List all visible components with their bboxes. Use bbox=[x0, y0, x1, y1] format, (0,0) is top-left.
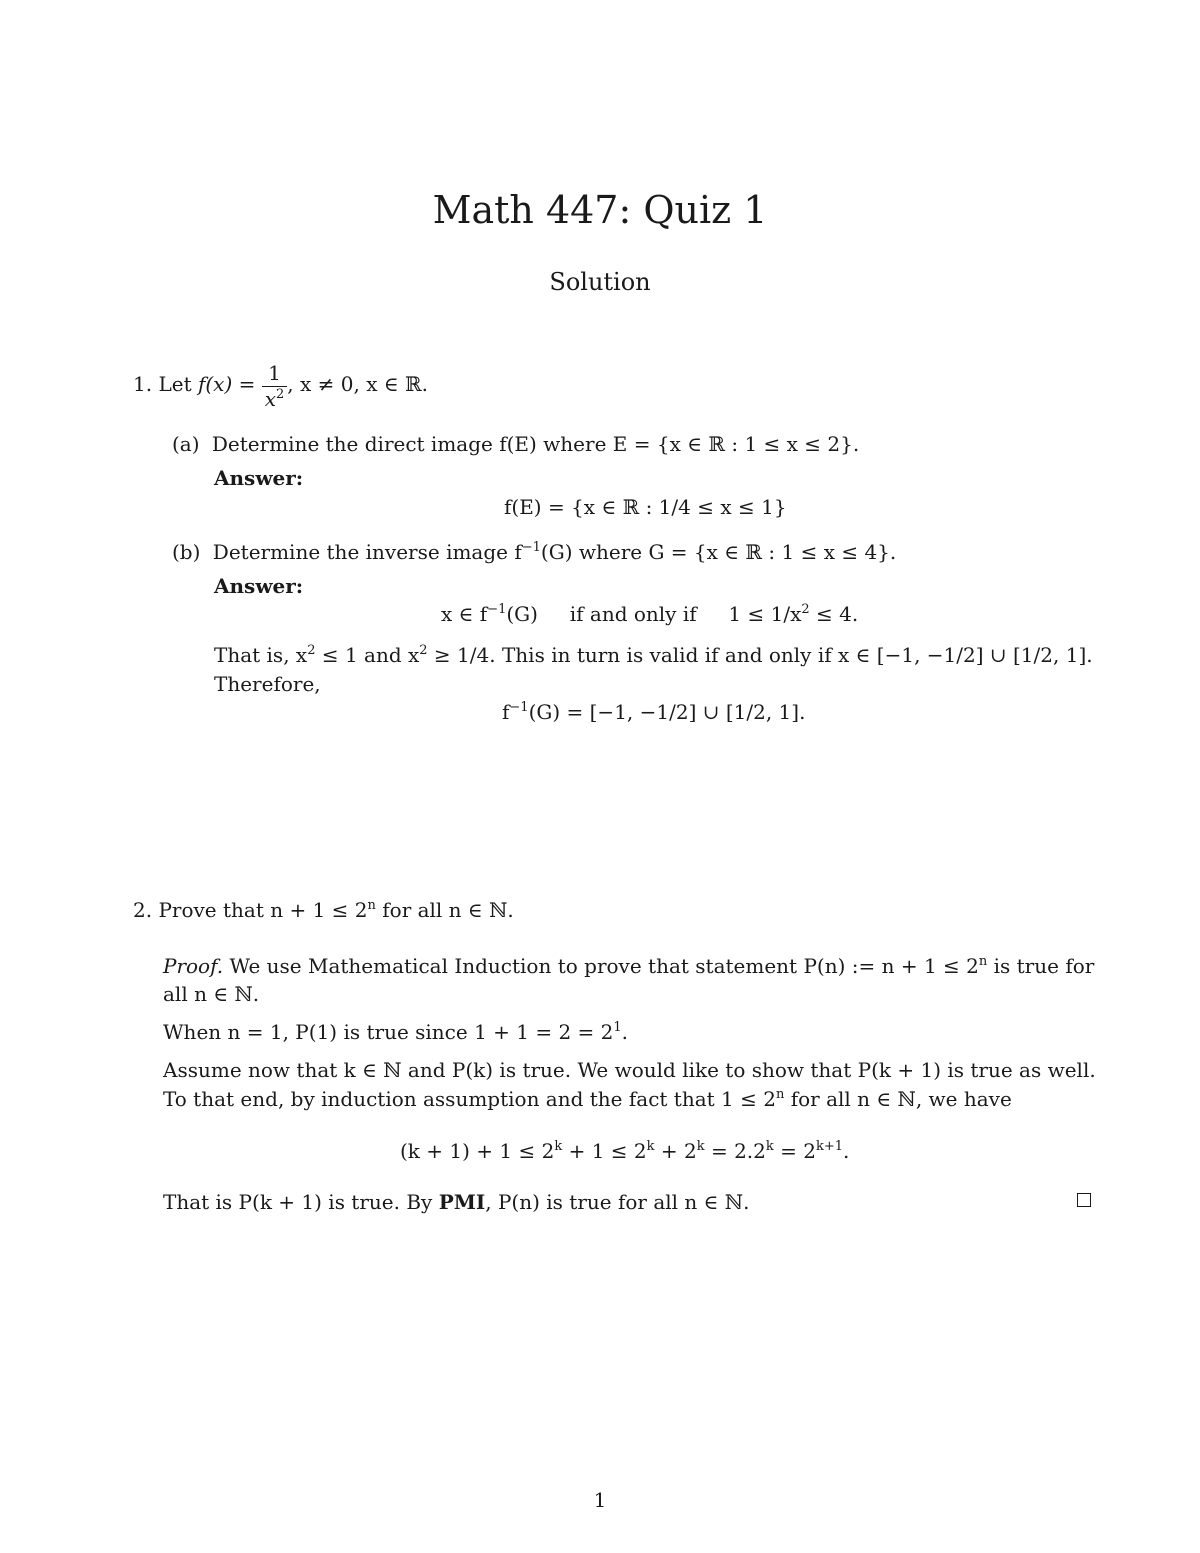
fraction bbox=[262, 360, 288, 411]
part-b-label: (b) bbox=[172, 540, 201, 564]
proof-inductive-step-2: To that end, by induction assumption and the fact that $1 \le 2^n$ for all n ∈ ℕ, we have bbox=[163, 1087, 1012, 1111]
part-b-therefore: Therefore, bbox=[214, 672, 321, 696]
function-lhs: f(x) = bbox=[197, 372, 256, 396]
proof-conclusion: That is P(k + 1) is true. By PMI, P(n) is true for all n ∈ ℕ. bbox=[163, 1190, 750, 1214]
problem-1-statement bbox=[133, 360, 428, 411]
proof-base-case: When n = 1, P(1) is true since $1 + 1 = 2 = 2^1$. bbox=[163, 1020, 629, 1044]
fraction-numerator: 1 bbox=[262, 360, 288, 387]
proof-line-1: Proof. We use Mathematical Induction to prove that statement P(n) := $n + 1 \le 2^n$ is true for bbox=[163, 954, 1095, 978]
problem-number: 1. bbox=[133, 372, 153, 396]
part-a-answer-label: Answer: bbox=[214, 466, 304, 490]
proof-label: Proof. bbox=[163, 954, 224, 978]
statement-rest: , x ≠ 0, x ∈ ℝ. bbox=[287, 372, 428, 396]
problem-number: 2. bbox=[133, 898, 153, 922]
qed-symbol bbox=[1077, 1193, 1091, 1207]
part-a-question bbox=[172, 432, 859, 456]
part-a-answer-equation: f(E) = {x ∈ ℝ : 1/4 ≤ x ≤ 1} bbox=[504, 495, 787, 519]
part-a-label: (a) bbox=[172, 432, 200, 456]
fraction-denominator: $x^2$ bbox=[264, 387, 285, 411]
proof-inductive-step-1: Assume now that k ∈ ℕ and P(k) is true. We would like to show that P(k + 1) is true as well. bbox=[163, 1058, 1096, 1082]
page-number: 1 bbox=[593, 1488, 607, 1512]
page-subtitle: Solution bbox=[549, 268, 651, 296]
proof-line-2: all n ∈ ℕ. bbox=[163, 982, 260, 1006]
part-b-that-is: That is, $x^2 \le 1$ and $x^2 \ge 1/4$. This in turn is valid if and only if x ∈ [−1, −1/2] ∪ [1/2, 1]. bbox=[214, 643, 1093, 667]
part-b-question: (b) Determine the inverse image $f^{-1}(G)$ where G = {x ∈ ℝ : 1 ≤ x ≤ 4}. bbox=[172, 540, 897, 564]
problem-2-statement: 2. Prove that $n + 1 \le 2^n$ for all n ∈ ℕ. bbox=[133, 898, 514, 922]
statement-let: Let bbox=[158, 372, 192, 396]
part-b-answer-label: Answer: bbox=[214, 574, 304, 598]
part-b-equation-1: x ∈ $f^{-1}(G)$ if and only if $1 \le 1/x^2 \le 4$. bbox=[441, 602, 859, 626]
part-b-equation-2: $f^{-1}(G) = [-1$, −1/2] ∪ [1/2, 1]. bbox=[502, 700, 806, 724]
proof-inequality: $(k + 1) + 1 \le 2^k + 1 \le 2^k + 2^k = 2.2^k = 2^{k+1}$. bbox=[400, 1139, 850, 1163]
part-a-text: Determine the direct image f(E) where E = {x ∈ ℝ : 1 ≤ x ≤ 2}. bbox=[211, 432, 860, 456]
page-title: Math 447: Quiz 1 bbox=[432, 188, 768, 232]
